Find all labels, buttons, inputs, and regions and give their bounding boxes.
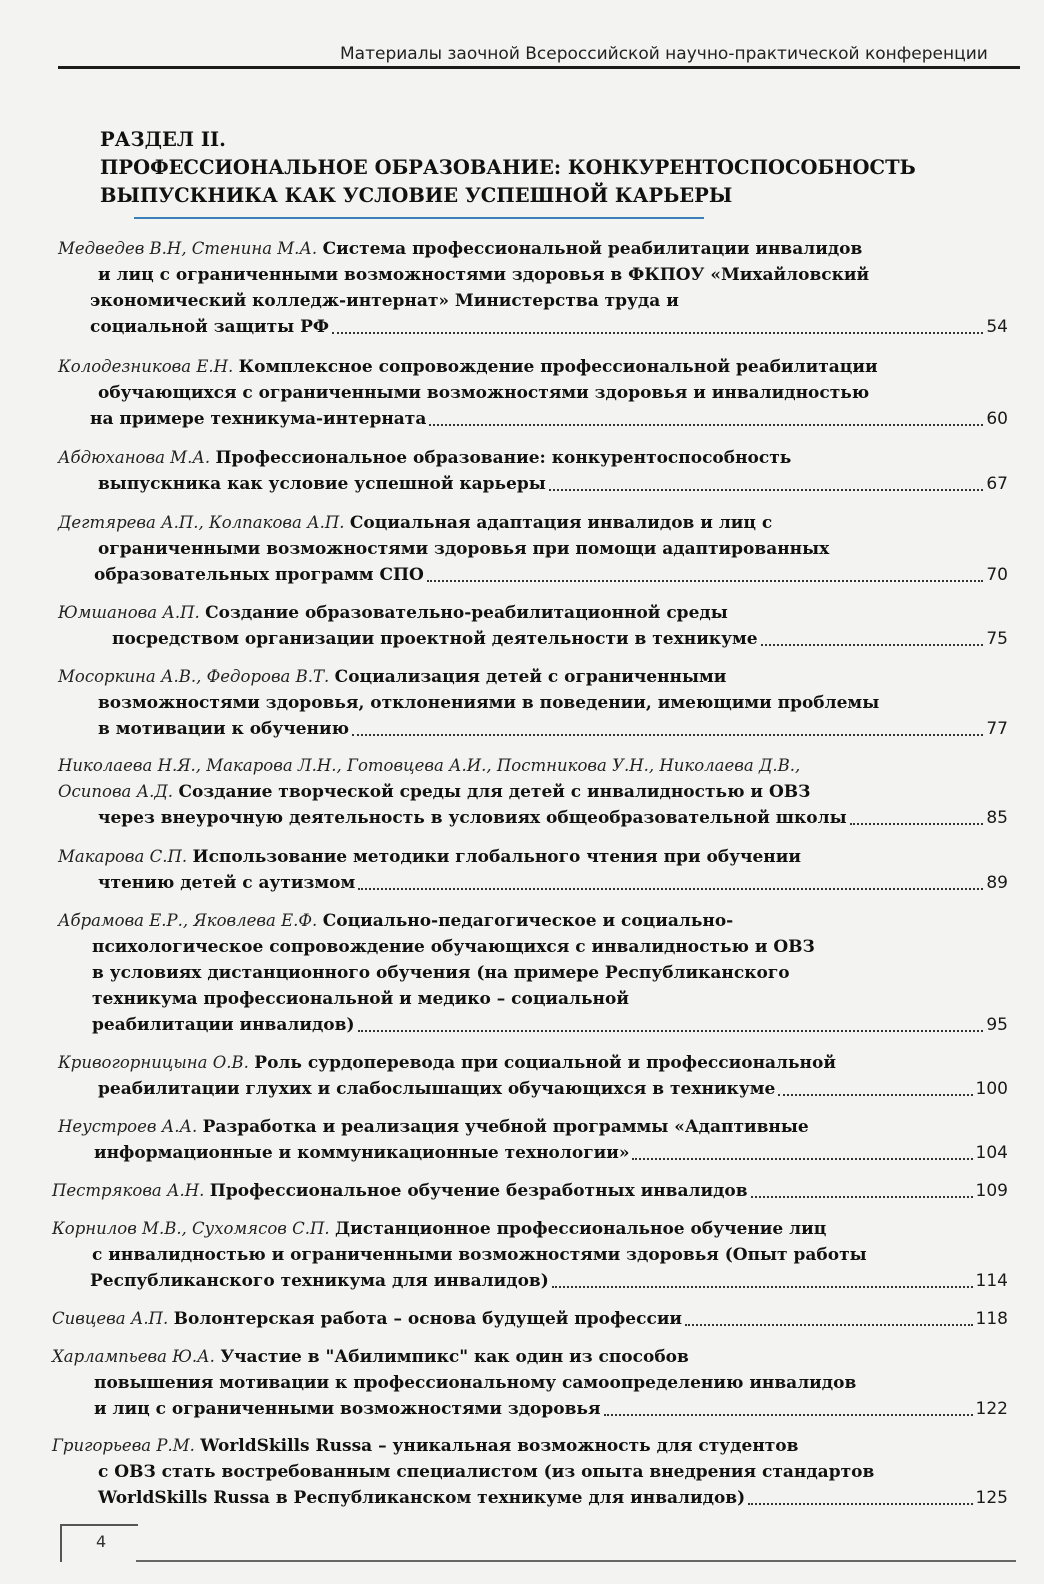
toc-title: Комплексное сопровождение профессиональной реабилитации [238,357,878,377]
toc-title: реабилитации глухих и слабослышащих обучающихся в техникуме [98,1079,776,1099]
toc-title: социальной защиты РФ [90,317,329,337]
toc-title: Социальная адаптация инвалидов и лиц с [349,513,773,533]
dot-leader [778,1094,972,1096]
toc-title: выпускника как условие успешной карьеры [98,474,546,494]
toc-title: Участие в "Абилимпикс" как один из способов [220,1347,689,1367]
toc-author: Юмшанова А.П. [58,603,200,622]
running-head: Материалы заочной Всероссийской научно-практической конференции [340,44,988,64]
toc-title: Роль сурдоперевода при социальной и профессиональной [254,1053,836,1073]
dot-leader [685,1324,973,1326]
footer-rule [136,1560,1016,1562]
section-heading-line: ПРОФЕССИОНАЛЬНОЕ ОБРАЗОВАНИЕ: КОНКУРЕНТОСПОСОБНОСТЬ [100,156,916,179]
toc-author: Осипова А.Д. [58,782,174,801]
dot-leader [427,580,984,582]
dot-leader [632,1158,972,1160]
toc-title: реабилитации инвалидов) [92,1015,355,1035]
toc-title: Республиканского техникума для инвалидов) [90,1271,549,1291]
toc-title: с инвалидностью и ограниченными возможностями здоровья (Опыт работы [92,1245,867,1265]
toc-page-number: 118 [975,1309,1008,1329]
toc-author: Абрамова Е.Р., Яковлева Е.Ф. [58,911,318,930]
section-number: РАЗДЕЛ II. [100,128,226,151]
toc-title: с ОВЗ стать востребованным специалистом (из опыта внедрения стандартов [98,1462,875,1482]
toc-author: Корнилов М.В., Сухомясов С.П. [52,1219,330,1238]
dot-leader [332,332,983,334]
toc-title: возможностями здоровья, отклонениями в поведении, имеющими проблемы [98,693,880,713]
toc-title: повышения мотивации к профессиональному самоопределению инвалидов [94,1373,857,1393]
toc-title: посредством организации проектной деятельности в техникуме [112,629,758,649]
dot-leader [549,489,984,491]
toc-author: Пестрякова А.Н. [52,1181,205,1200]
toc-author: Макарова С.П. [58,847,188,866]
toc-title: чтению детей с аутизмом [98,873,356,893]
toc-title: и лиц с ограниченными возможностями здоровья [94,1399,601,1419]
toc-page-number: 77 [986,719,1008,739]
toc-author: Сивцева А.П. [52,1309,169,1328]
toc-title: Дистанционное профессиональное обучение лиц [335,1219,827,1239]
toc-title: в условиях дистанционного обучения (на примере Республиканского [92,963,790,983]
toc-title: и лиц с ограниченными возможностями здоровья в ФКПОУ «Михайловский [98,265,870,285]
toc-page-number: 89 [986,873,1008,893]
toc-title: WorldSkills Russa в Республиканском техникуме для инвалидов) [98,1488,746,1508]
toc-page-number: 75 [986,629,1008,649]
dot-leader [850,823,984,825]
header-rule [58,66,1020,69]
toc-title: информационные и коммуникационные технологии» [94,1143,630,1163]
toc-title: Создание творческой среды для детей с инвалидностью и ОВЗ [178,782,811,802]
dot-leader [552,1286,973,1288]
toc-title: Профессиональное образование: конкурентоспособность [215,448,792,468]
dot-leader [429,424,983,426]
toc-title: Создание образовательно-реабилитационной среды [205,603,728,623]
toc-author: Неустроев А.А. [58,1117,198,1136]
toc-title: ограниченными возможностями здоровья при помощи адаптированных [98,539,830,559]
toc-page-number: 60 [986,409,1008,429]
dot-leader [358,888,983,890]
toc-author: Дегтярева А.П., Колпакова А.П. [58,513,345,532]
dot-leader [751,1196,973,1198]
toc-title: образовательных программ СПО [94,565,424,585]
section-heading-line: ВЫПУСКНИКА КАК УСЛОВИЕ УСПЕШНОЙ КАРЬЕРЫ [100,184,733,207]
dot-leader [761,644,984,646]
toc-page-number: 100 [975,1079,1008,1099]
toc-page-number: 122 [975,1399,1008,1419]
section-title [100,126,916,210]
toc-title: через внеурочную деятельность в условиях общеобразовательной школы [98,808,847,828]
toc-title: WorldSkills Russa – уникальная возможность для студентов [200,1436,799,1456]
toc-page-number: 125 [975,1488,1008,1508]
dot-leader [358,1030,984,1032]
toc-author: Абдюханова М.А. [58,448,211,467]
toc-page-number: 67 [986,474,1008,494]
toc-title: Профессиональное обучение безработных инвалидов [209,1181,748,1201]
toc-page-number: 70 [986,565,1008,585]
toc-title: экономический колледж-интернат» Министерства труда и [90,291,679,311]
toc-author: Харлампьева Ю.А. [52,1347,215,1366]
toc-title: техникума профессиональной и медико – социальной [92,989,629,1009]
toc-title: Социализация детей с ограниченными [334,667,727,687]
toc-title: Использование методики глобального чтения при обучении [192,847,801,867]
dot-leader [352,734,983,736]
toc-author: Николаева Н.Я., Макарова Л.Н., Готовцева А.И., Постникова У.Н., Николаева Д.В., [58,756,801,775]
toc-author: Григорьева Р.М. [52,1436,195,1455]
toc-page-number: 54 [986,317,1008,337]
toc-title: Разработка и реализация учебной программы «Адаптивные [202,1117,809,1137]
section-title-rule [134,217,704,219]
toc-title: в мотивации к обучению [98,719,349,739]
dot-leader [748,1503,972,1505]
toc-title: обучающихся с ограниченными возможностями здоровья и инвалидностью [98,383,870,403]
toc-title: Волонтерская работа – основа будущей профессии [173,1309,683,1329]
toc-title: Система профессиональной реабилитации инвалидов [322,239,863,259]
toc-page-number: 85 [986,808,1008,828]
toc-title: Социально-педагогическое и социально- [322,911,734,931]
toc-title: психологическое сопровождение обучающихся с инвалидностью и ОВЗ [92,937,815,957]
toc-author: Мосоркина А.В., Федорова В.Т. [58,667,330,686]
toc-title: на примере техникума-интерната [90,409,427,429]
toc-page-number: 114 [975,1271,1008,1291]
toc-author: Медведев В.Н, Стенина М.А. [58,239,318,258]
toc-author: Колодезникова Е.Н. [58,357,234,376]
toc-author: Кривогорницына О.В. [58,1053,249,1072]
dot-leader [604,1414,973,1416]
toc-page-number: 95 [986,1015,1008,1035]
toc-page-number: 109 [975,1181,1008,1201]
toc-page-number: 104 [975,1143,1008,1163]
page-number: 4 [96,1532,107,1551]
